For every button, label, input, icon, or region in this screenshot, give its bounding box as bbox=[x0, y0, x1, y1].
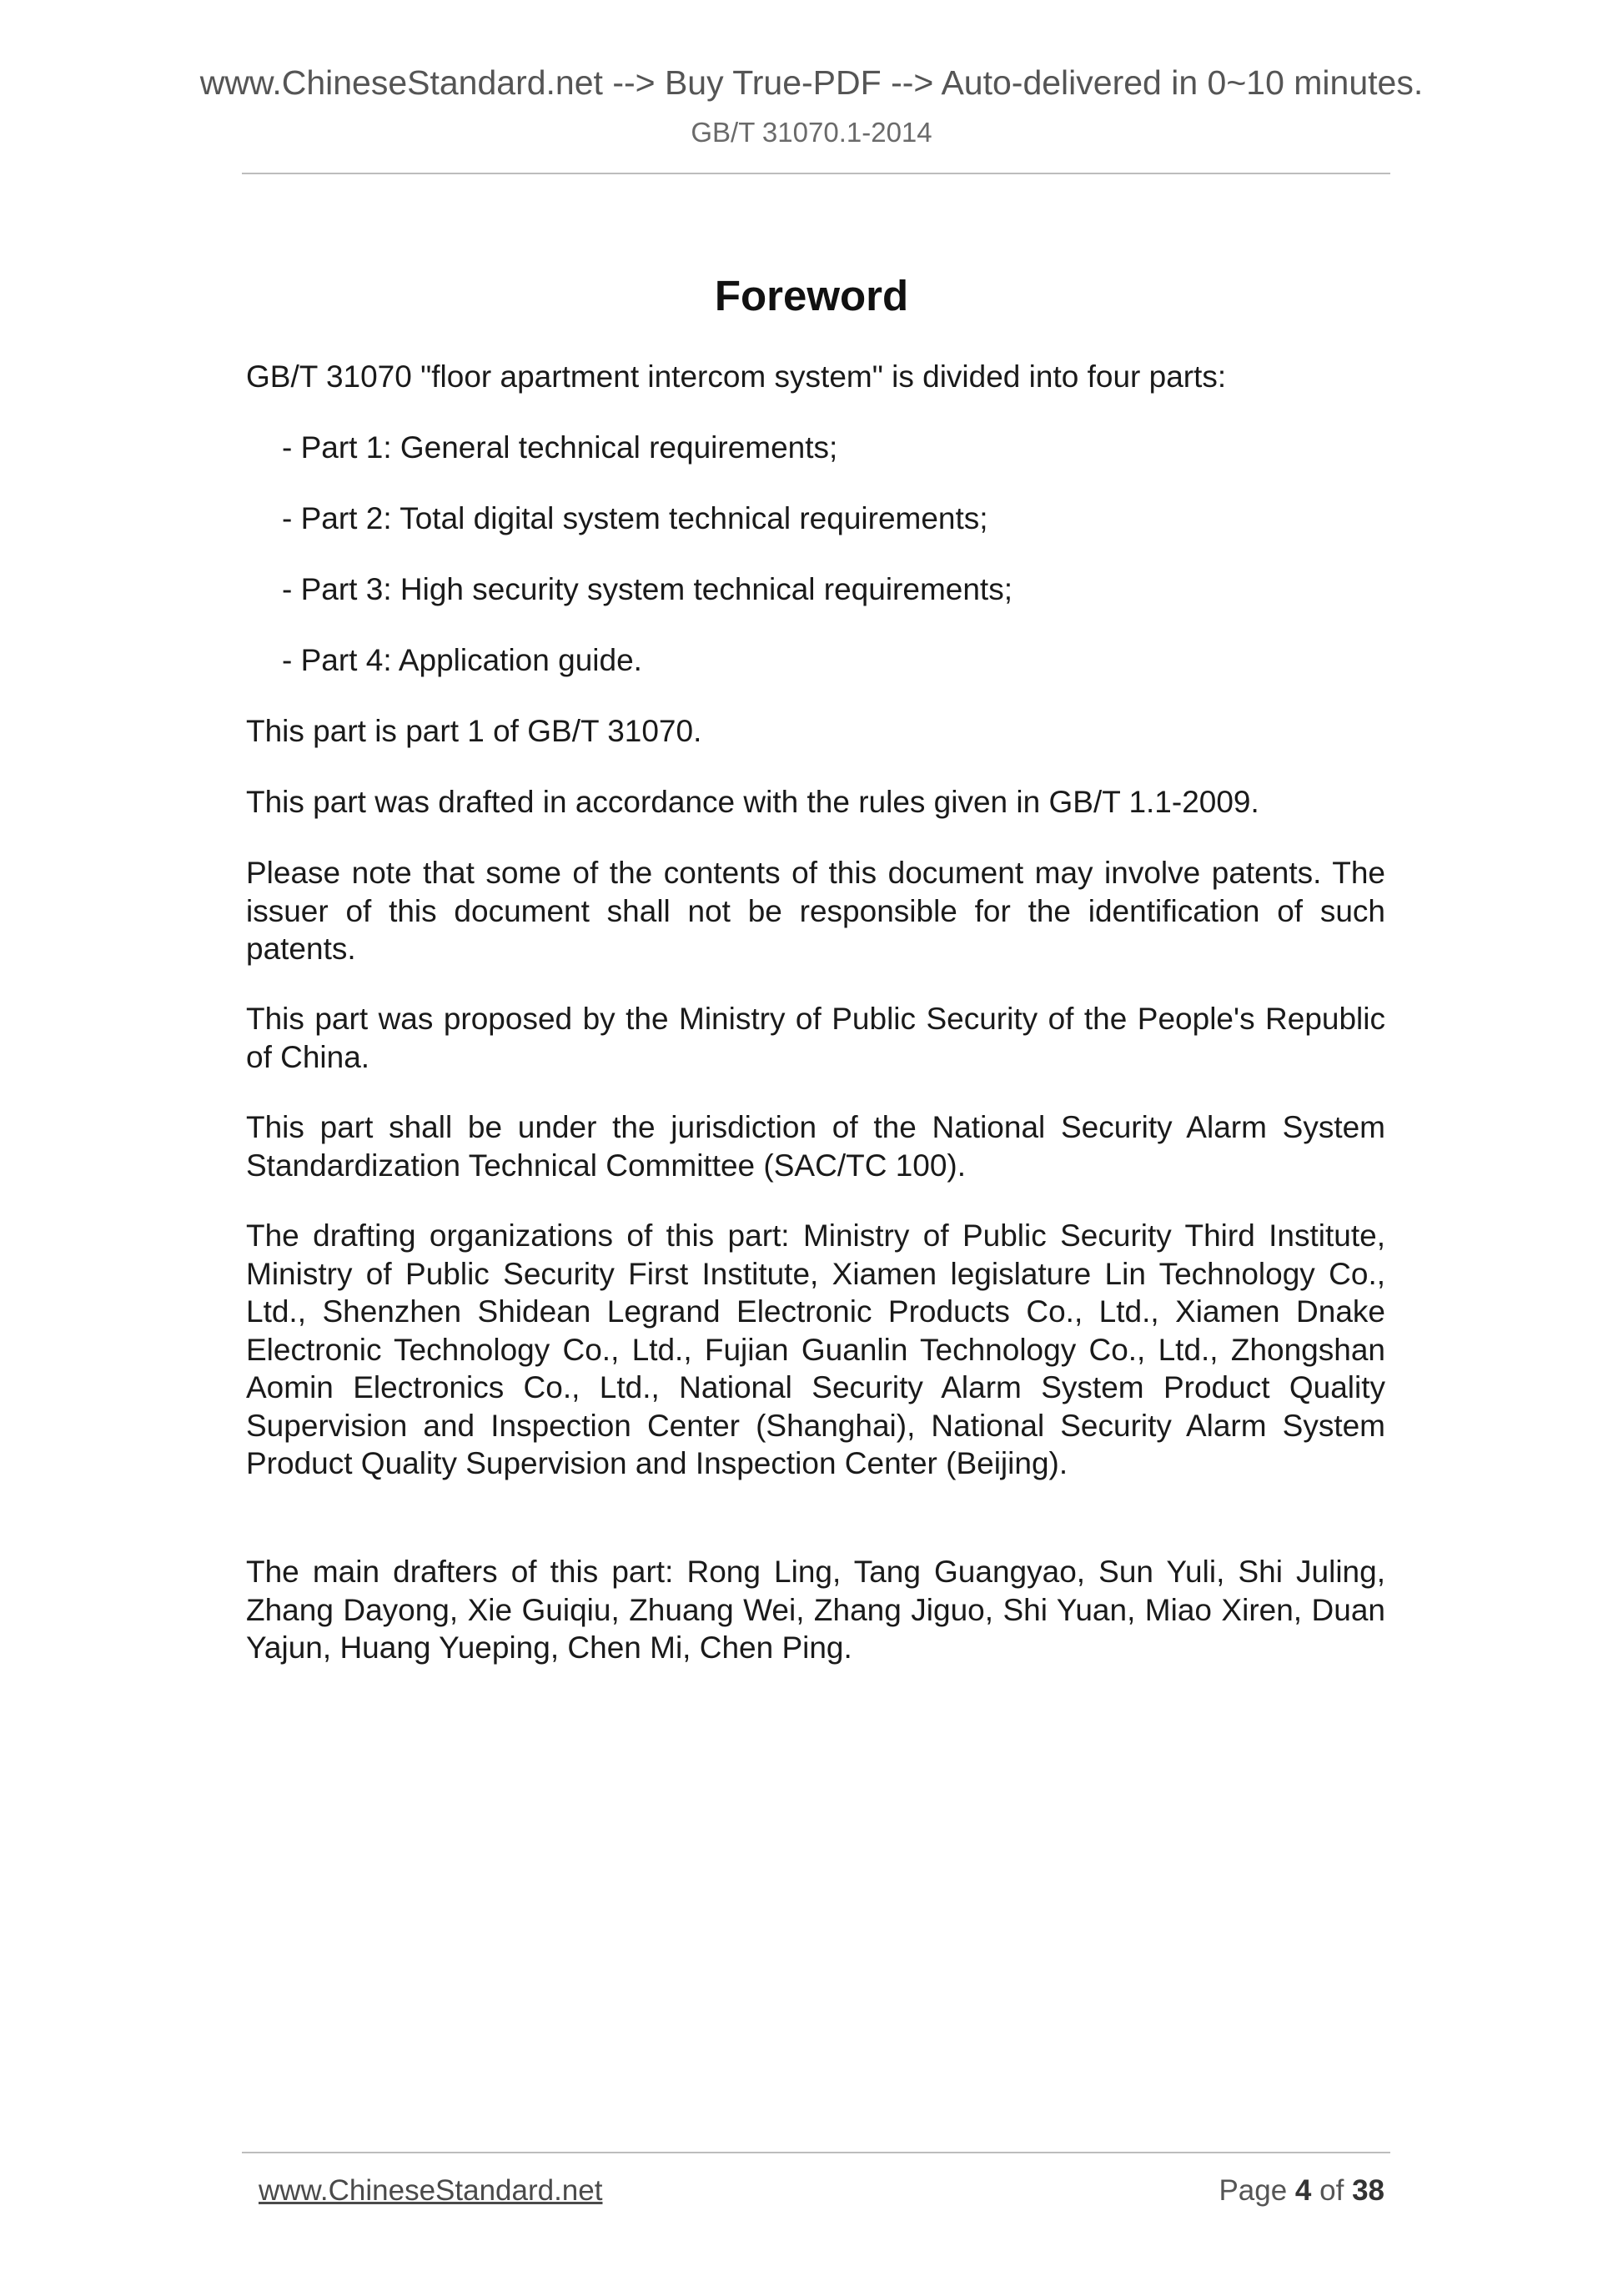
part-list-item: - Part 4: Application guide. bbox=[282, 643, 642, 677]
body-paragraph: This part was proposed by the Ministry of Public Security of the People's Republic of China. bbox=[246, 1002, 1385, 1074]
page-of: of bbox=[1319, 2174, 1344, 2207]
body-paragraph: The drafting organizations of this part: Ministry of Public Security Third Institute, Ministry of Public Security First Institute, Xiamen legislature Lin Technology Co., Ltd., Shenzhen Shidean Legrand Electronic Products Co., Ltd., Xiamen Dnake Electronic Technology Co., Ltd., Fujian Guanlin Technology Co., Ltd., Zhongshan Aomin Electronics Co., Ltd., National Security Alarm System Product Quality Supervision and Inspection Center (Shanghai), National Security Alarm System Product Quality Supervision and Inspection Center (Beijing). bbox=[246, 1218, 1385, 1480]
body-paragraph: The main drafters of this part: Rong Ling, Tang Guangyao, Sun Yuli, Shi Juling, Zhang Dayong, Xie Guiqiu, Zhuang Wei, Zhang Jiguo, Shi Yuan, Miao Xiren, Duan Yajun, Huang Yueping, Chen Mi, Chen Ping. bbox=[246, 1555, 1385, 1665]
header-standard-id: GB/T 31070.1-2014 bbox=[691, 117, 932, 148]
footer-website-link[interactable]: www.ChineseStandard.net bbox=[259, 2174, 603, 2207]
page-total: 38 bbox=[1352, 2174, 1384, 2207]
page-label: Page bbox=[1219, 2174, 1288, 2207]
page-current: 4 bbox=[1294, 2174, 1312, 2207]
header-banner: www.ChineseStandard.net --> Buy True-PDF --> Auto-delivered in 0~10 minutes. bbox=[199, 63, 1424, 102]
body-paragraph: This part was drafted in accordance with the rules given in GB/T 1.1-2009. bbox=[246, 785, 1259, 819]
part-list-item: - Part 3: High security system technical requirements; bbox=[282, 572, 1012, 606]
page-title: Foreword bbox=[714, 272, 909, 319]
footer-divider bbox=[242, 2152, 1390, 2153]
part-list-item: - Part 2: Total digital system technical requirements; bbox=[282, 501, 988, 535]
part-list-item: - Part 1: General technical requirements; bbox=[282, 430, 838, 465]
body-paragraph: Please note that some of the contents of this document may involve patents. The issuer of this document shall not be responsible for the identification of such patents. bbox=[246, 856, 1385, 966]
intro-paragraph: GB/T 31070 "floor apartment intercom system" is divided into four parts: bbox=[246, 359, 1227, 394]
body-paragraph: This part is part 1 of GB/T 31070. bbox=[246, 714, 702, 748]
body-paragraph: This part shall be under the jurisdiction of the National Security Alarm System Standardization Technical Committee (SAC/TC 100). bbox=[246, 1110, 1385, 1183]
page-number bbox=[1219, 2174, 1384, 2208]
header-divider bbox=[242, 173, 1390, 174]
